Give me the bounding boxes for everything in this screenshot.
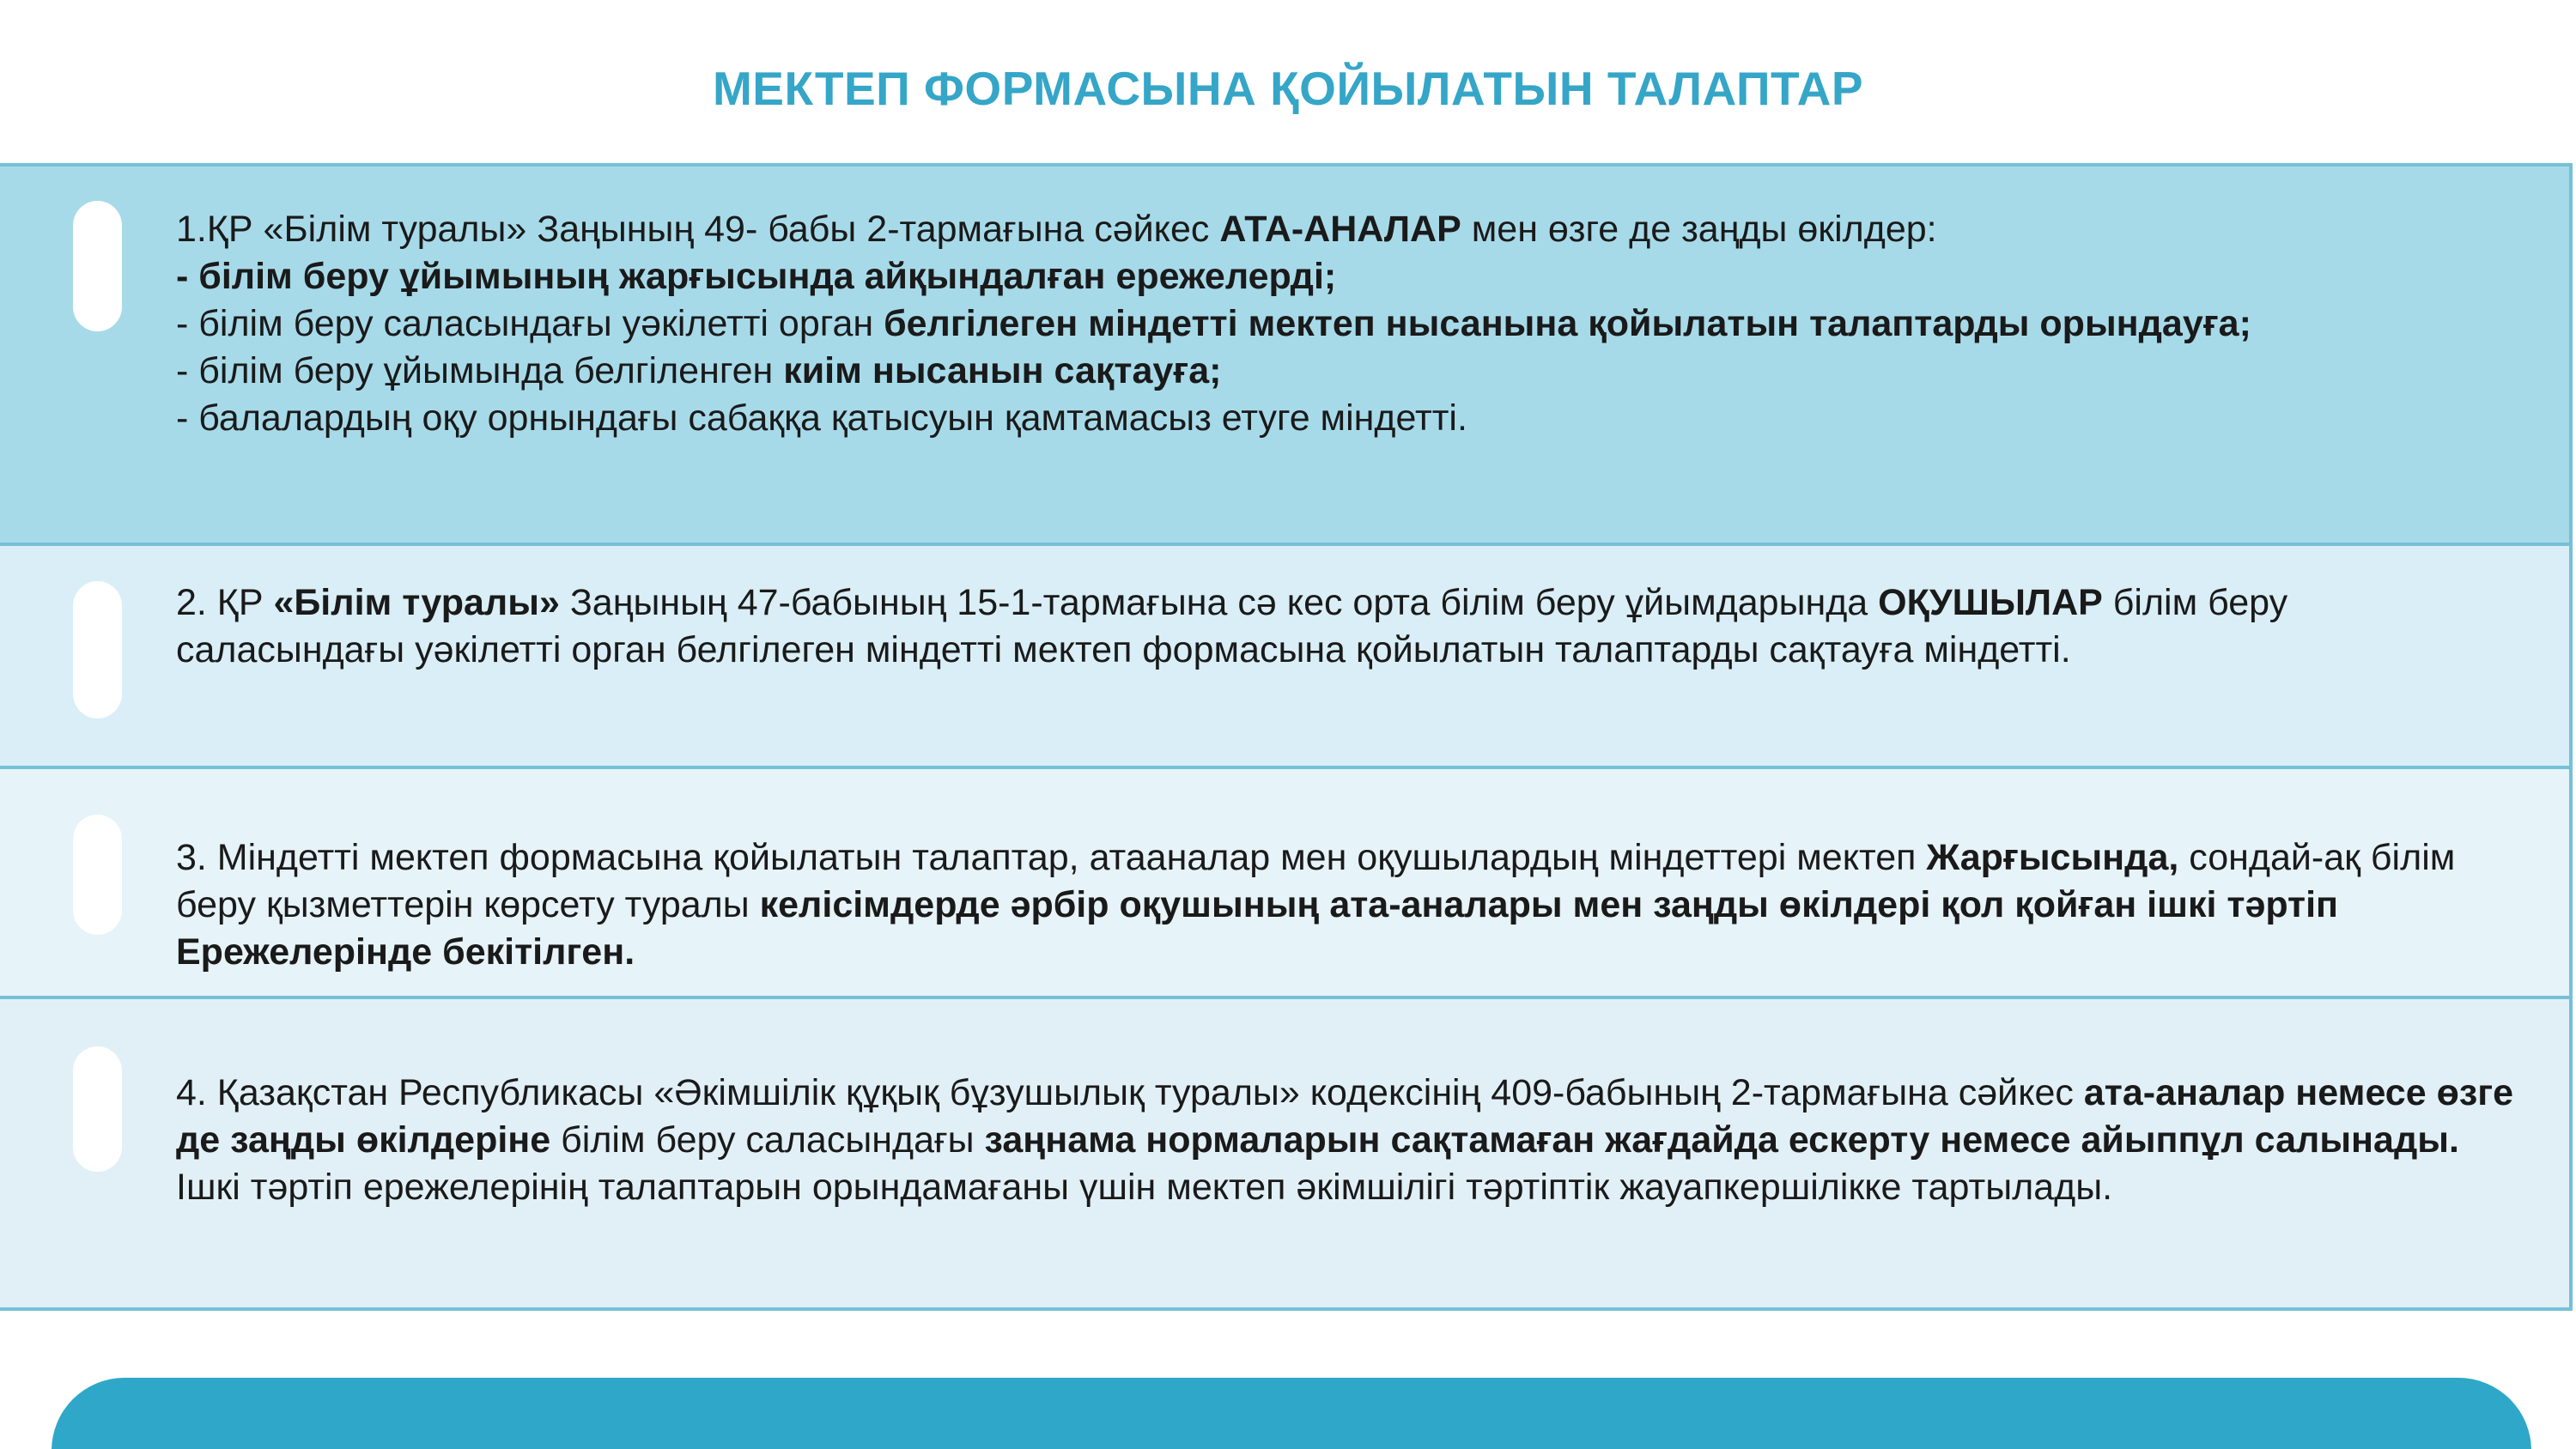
requirement-block-4: [0, 996, 2569, 1311]
text-line: 2. ҚР «Білім туралы» Заңының 47-бабының 15-1-тармағына сә кес орта білім беру ұйымдарында ОҚУШЫЛАР білім беру саласындағы уәкілетті орган белгілеген міндетті мектеп формасына қойылатын талаптарды сақтауға міндетті.: [176, 582, 2288, 670]
requirements-list: [0, 163, 2573, 1311]
pill-marker: [73, 201, 122, 331]
requirement-block-1: [0, 163, 2569, 543]
requirement-text: [176, 206, 2526, 442]
title-area: [0, 0, 2576, 163]
text-line: 3. Міндетті мектеп формасына қойылатын талаптар, атааналар мен оқушылардың міндеттері мектеп Жарғысында, сондай-ақ білім беру қызметтерін көрсету туралы келісімдерде әрбір оқушының ата-аналары мен заңды өкілдері қол қойған ішкі тәртіп Ережелерінде бекітілген.: [176, 837, 2456, 973]
bottom-bar: [52, 1378, 2531, 1449]
pill-marker: [73, 1046, 122, 1172]
requirement-block-3: [0, 766, 2569, 996]
text-line: - білім беру ұйымында белгіленген киім нысанын сақтауға;: [176, 350, 1222, 391]
pill-marker: [73, 815, 122, 935]
text-line: - білім беру саласындағы уәкілетті орган белгілеген міндетті мектеп нысанына қойылатын талаптарды орындауға;: [176, 303, 2251, 344]
requirement-text: [176, 834, 2526, 976]
page-title: МЕКТЕП ФОРМАСЫНА ҚОЙЫЛАТЫН ТАЛАПТАР: [712, 62, 1864, 115]
pill-marker: [73, 581, 122, 718]
requirement-block-2: [0, 543, 2569, 766]
text-line: 4. Қазақстан Республикасы «Әкімшілік құқық бұзушылық туралы» кодексінің 409-бабының 2-тармағына сәйкес ата-аналар немесе өзге де заңды өкілдеріне білім беру саласындағы заңнама нормаларын сақтамаған жағдайда ескерту немесе айыппұл салынады. Ішкі тәртіп ережелерінің талаптарын орындамағаны үшін мектеп әкімшілігі тәртіптік жауапкершілікке тартылады.: [176, 1072, 2514, 1208]
text-line: 1.ҚР «Білім туралы» Заңының 49- бабы 2-тармағына сәйкес АТА-АНАЛАР мен өзге де заңды өкілдер:: [176, 209, 1937, 250]
requirement-text: [176, 579, 2526, 674]
requirement-text: [176, 1070, 2526, 1211]
text-line: - балалардың оқу орнындағы сабаққа қатысуын қамтамасыз етуге міндетті.: [176, 397, 1467, 439]
text-line: - білім беру ұйымының жарғысында айқындалған ережелерді;: [176, 256, 1337, 297]
